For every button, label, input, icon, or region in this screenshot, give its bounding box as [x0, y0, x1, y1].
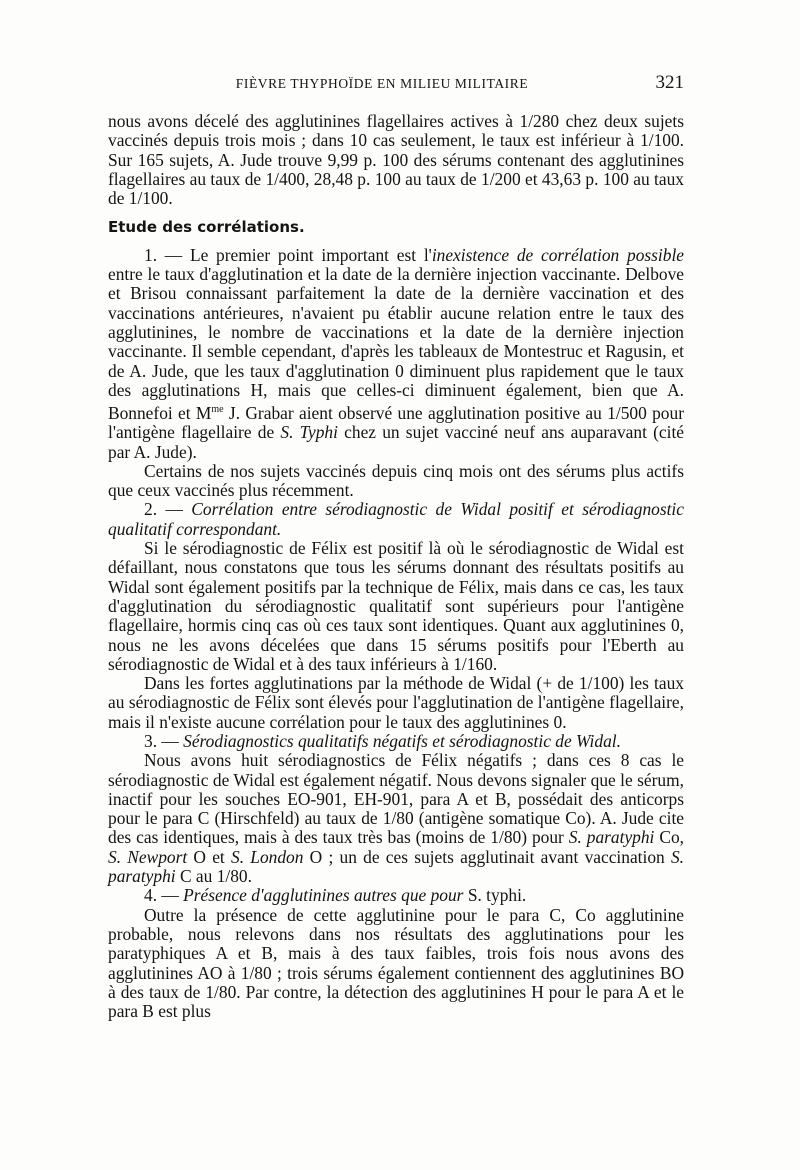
p4-italic: Présence d'agglutinines autres que pour	[183, 885, 464, 906]
p3a-species-4: S. paratyphi	[108, 846, 684, 887]
paragraph-3a	[108, 751, 684, 886]
p1-italic: inexistence de corrélation possible	[431, 244, 684, 265]
paragraph-2-heading	[108, 500, 684, 539]
p3a-species-3: S. London	[231, 846, 304, 867]
p1-species: S. Typhi	[280, 422, 338, 443]
p3a-text5: C au 1/80.	[175, 866, 252, 887]
section-heading: Etude des corrélations.	[108, 218, 305, 237]
p2-italic: Corrélation entre sérodiagnostic de Widal positif et sérodiagnostic qualitatif correspondant.	[108, 499, 684, 539]
p3-lead: 3. —	[144, 731, 184, 751]
page-header	[108, 72, 684, 98]
p1-rest: entre le taux d'agglutination et la date de la dernière injection vaccinante. Delbove et Brisou connaissant parfaitement la date de la dernière vaccination et des vaccinations antérieures, n'avaient pu établir aucune relation entre le taux des agglutinines, le nombre de vaccinations et la date de la dernière injection vaccinante. Il semble cependant, d'après les tableaux de Montestruc et Ragusin, et de A. Jude, que les taux d'agglutination 0 diminuent plus rapidement que le taux des agglutinations H, mais que celles-ci diminuent également, bien que A. Bonnefoi et M	[108, 264, 684, 423]
p1-rest3: chez un sujet vacciné neuf ans auparavant (cité par A. Jude).	[108, 422, 684, 462]
paragraph-1	[108, 246, 684, 462]
p1-lead: 1. — Le premier point important est l'	[144, 244, 432, 265]
p3a-text1: Nous avons huit sérodiagnostics de Félix négatifs ; dans ces 8 cas le sérodiagnostic de Widal est également négatif. Nous devons signaler que le sérum, inactif pour les souches EO-901, EH-901, para A et B, possédait des anticorps pour le para C (Hirschfeld) au taux de 1/80 (antigène somatique Co). A. Jude cite des cas identiques, mais à des taux très bas (moins de 1/80) pour	[108, 750, 684, 848]
paragraph-1b: Certains de nos sujets vaccinés depuis cinq mois ont des sérums plus actifs que ceux vaccinés plus récemment.	[108, 460, 684, 501]
p3a-species-2: S. Newport	[108, 846, 188, 867]
page-number: 321	[655, 72, 684, 93]
p3a-text3: O et	[187, 846, 231, 867]
paragraph-2a: Si le sérodiagnostic de Félix est positif là où le sérodiagnostic de Widal est défaillant, nous constatons que tous les sérums donnant des résultats positifs au Widal sont également positifs par la technique de Félix, mais dans ce cas, les taux d'agglutination du sérodiagnostic qualitatif sont supérieurs pour l'antigène flagellaire, hormis cinq cas où ces taux sont identiques. Quant aux agglutinines 0, nous ne les avons décelées que dans 15 sérums positifs pour l'Eberth au sérodiagnostic de Widal et à des taux inférieurs à 1/160.	[108, 538, 684, 674]
page	[108, 72, 684, 1021]
paragraph-continued: nous avons décelé des agglutinines flagellaires actives à 1/280 chez deux sujets vaccinés depuis trois mois ; dans 10 cas seulement, le taux est inférieur à 1/100. Sur 165 sujets, A. Jude trouve 9,99 p. 100 des sérums contenant des agglutinines flagellaires au taux de 1/400, 28,48 p. 100 au taux de 1/200 et 43,63 p. 100 au taux de 1/100.	[108, 111, 684, 209]
p1-rest2: J. Grabar aient observé une agglutination positive au 1/500 pour l'antigène flagellaire de	[108, 402, 684, 443]
p3a-text2: Co,	[654, 827, 684, 848]
paragraph-4-heading	[108, 886, 684, 905]
running-title: FIÈVRE THYPHOÏDE EN MILIEU MILITAIRE	[235, 76, 529, 91]
body-text	[108, 112, 684, 1021]
p4-lead: 4. —	[144, 885, 184, 906]
paragraph-3-heading	[108, 732, 684, 751]
p1-sup: me	[211, 404, 224, 416]
p3a-text4: O ; un de ces sujets agglutinait avant vaccination	[303, 846, 671, 867]
p2-lead: 2. —	[144, 499, 192, 520]
p3-italic: Sérodiagnostics qualitatifs négatifs et sérodiagnostic de Widal.	[183, 731, 621, 751]
paragraph-4a: Outre la présence de cette agglutinine pour le para C, Co agglutinine probable, nous relevons dans nos résultats des agglutinations pour les paratyphiques A et B, mais à des taux faibles, trois fois nous avons des agglutinines AO à 1/80 ; trois sérums également contiennent des agglutinines BO à des taux de 1/80. Par contre, la détection des agglutinines H pour le para A et le para B est plus	[108, 904, 684, 1022]
paragraph-2b: Dans les fortes agglutinations par la méthode de Widal (+ de 1/100) les taux au sérodiagnostic de Félix sont élevés pour l'agglutination de l'antigène flagellaire, mais il n'existe aucune corrélation pour le taux des agglutinines 0.	[108, 673, 684, 732]
p3a-species-1: S. paratyphi	[568, 827, 655, 848]
p4-roman: S. typhi.	[463, 885, 527, 906]
